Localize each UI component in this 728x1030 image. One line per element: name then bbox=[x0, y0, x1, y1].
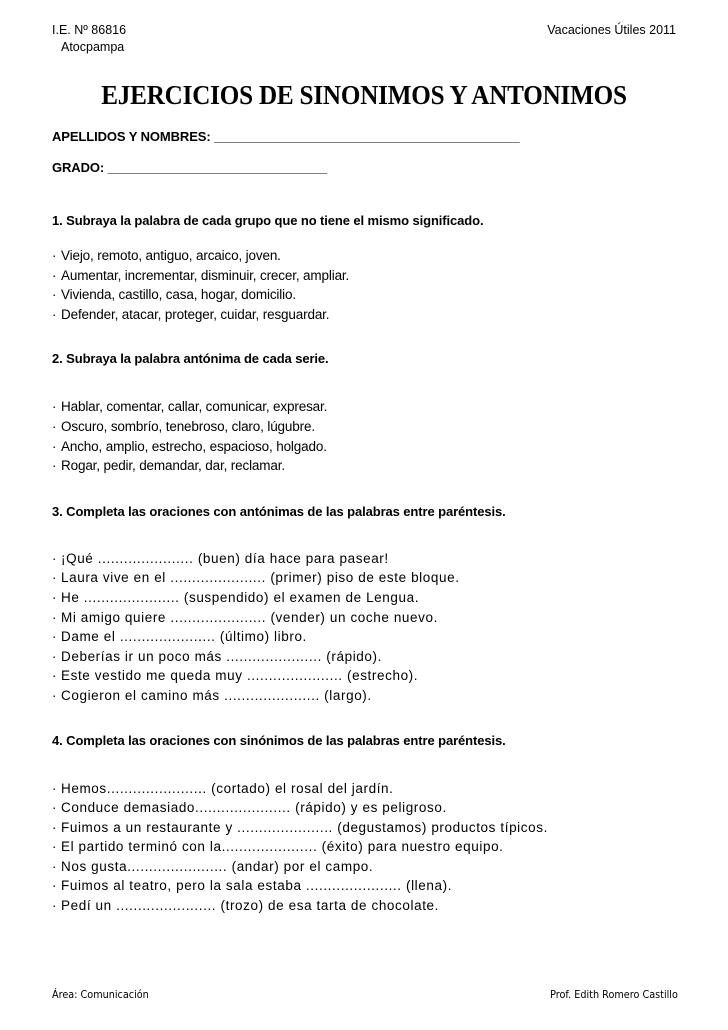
bullet-icon: · bbox=[52, 819, 57, 835]
footer-area: Área: Comunicación bbox=[52, 989, 149, 1001]
fill-in-blank[interactable]: Hemos....................... (cortado) el rosal del jardín. bbox=[61, 780, 394, 796]
grade-field-input[interactable]: _________________________________ bbox=[107, 160, 327, 175]
grade-field-row bbox=[52, 159, 692, 177]
bullet-icon: · bbox=[52, 399, 57, 415]
period-label: Vacaciones Útiles 2011 bbox=[547, 23, 676, 37]
list-item bbox=[52, 857, 692, 877]
list-item bbox=[52, 568, 692, 588]
list-item bbox=[52, 876, 692, 896]
exercise-4 bbox=[52, 732, 692, 916]
list-item-text: Aumentar, incrementar, disminuir, crecer, ampliar. bbox=[61, 267, 350, 283]
exercise-2 bbox=[52, 350, 692, 475]
school-code: I.E. Nº 86816 bbox=[52, 23, 127, 37]
grade-field-label: GRADO: bbox=[52, 160, 105, 175]
list-item bbox=[52, 666, 692, 686]
fill-in-blank[interactable]: Mi amigo quiere ...................... (vender) un coche nuevo. bbox=[61, 609, 438, 625]
fill-in-blank[interactable]: Fuimos a un restaurante y ...................... (degustamos) productos típicos. bbox=[61, 819, 548, 835]
exercise-1-list bbox=[52, 246, 692, 324]
fill-in-blank[interactable]: He ...................... (suspendido) el examen de Lengua. bbox=[61, 589, 420, 605]
bullet-icon: · bbox=[52, 570, 57, 586]
bullet-icon: · bbox=[52, 780, 57, 796]
bullet-icon: · bbox=[52, 858, 57, 874]
document-header bbox=[52, 22, 676, 66]
bullet-icon: · bbox=[52, 898, 57, 914]
fill-in-blank[interactable]: Conduce demasiado...................... (rápido) y es peligroso. bbox=[61, 800, 447, 816]
exercise-3-list bbox=[52, 549, 692, 706]
fill-in-blank[interactable]: Este vestido me queda muy ...................... (estrecho). bbox=[61, 668, 419, 684]
list-item-text: Vivienda, castillo, casa, hogar, domicilio. bbox=[61, 287, 296, 303]
bullet-icon: · bbox=[52, 800, 57, 816]
exercise-4-heading: 4. Completa las oraciones con sinónimos de las palabras entre paréntesis. bbox=[52, 732, 506, 748]
list-item-text: Viejo, remoto, antiguo, arcaico, joven. bbox=[61, 248, 281, 263]
worksheet-body bbox=[52, 128, 692, 916]
exercise-1 bbox=[52, 212, 692, 324]
fill-in-blank[interactable]: ¡Qué ...................... (buen) día hace para pasear! bbox=[61, 550, 389, 566]
name-field-row bbox=[52, 128, 692, 146]
exercise-3 bbox=[52, 503, 692, 706]
name-field-input[interactable]: ______________________________________________ bbox=[214, 129, 520, 144]
list-item bbox=[52, 798, 692, 818]
fill-in-blank[interactable]: El partido terminó con la...................... (éxito) para nuestro equipo. bbox=[61, 839, 504, 855]
bullet-icon: · bbox=[52, 609, 57, 625]
bullet-icon: · bbox=[52, 550, 57, 566]
list-item-text: Rogar, pedir, demandar, dar, reclamar. bbox=[61, 458, 285, 474]
exercise-1-heading: 1. Subraya la palabra de cada grupo que no tiene el mismo significado. bbox=[52, 213, 484, 228]
document-footer bbox=[52, 986, 678, 1004]
fill-in-blank[interactable]: Fuimos al teatro, pero la sala estaba ...................... (llena). bbox=[61, 878, 453, 894]
bullet-icon: · bbox=[52, 648, 57, 664]
list-item bbox=[52, 779, 692, 799]
list-item bbox=[52, 397, 692, 417]
list-item-text: Oscuro, sombrío, tenebroso, claro, lúgubre. bbox=[61, 418, 315, 434]
list-item bbox=[52, 818, 692, 838]
bullet-icon: · bbox=[52, 687, 57, 703]
list-item bbox=[52, 437, 692, 457]
bullet-icon: · bbox=[52, 287, 57, 303]
exercise-2-list bbox=[52, 397, 692, 475]
list-item bbox=[52, 266, 692, 286]
list-item bbox=[52, 305, 692, 325]
list-item bbox=[52, 549, 692, 569]
list-item bbox=[52, 608, 692, 628]
list-item bbox=[52, 627, 692, 647]
fill-in-blank[interactable]: Cogieron el camino más ...................... (largo). bbox=[61, 687, 372, 703]
fill-in-blank[interactable]: Dame el ...................... (último) libro. bbox=[61, 629, 307, 645]
bullet-icon: · bbox=[52, 438, 57, 454]
bullet-icon: · bbox=[52, 458, 57, 474]
exercise-3-heading: 3. Completa las oraciones con antónimas de las palabras entre paréntesis. bbox=[52, 503, 506, 519]
list-item-text: Hablar, comentar, callar, comunicar, expresar. bbox=[61, 399, 328, 415]
list-item bbox=[52, 456, 692, 476]
school-identification bbox=[52, 22, 126, 56]
list-item bbox=[52, 837, 692, 857]
footer-teacher: Prof. Edith Romero Castillo bbox=[550, 989, 678, 1001]
list-item bbox=[52, 246, 692, 266]
bullet-icon: · bbox=[52, 629, 57, 645]
list-item bbox=[52, 588, 692, 608]
school-place: Atocpampa bbox=[61, 40, 125, 54]
fill-in-blank[interactable]: Deberías ir un poco más ...................... (rápido). bbox=[61, 648, 382, 664]
bullet-icon: · bbox=[52, 418, 57, 434]
page-title: EJERCICIOS DE SINONIMOS Y ANTONIMOS bbox=[101, 80, 627, 110]
name-field-label: APELLIDOS Y NOMBRES: bbox=[52, 129, 211, 144]
exercise-4-list bbox=[52, 779, 692, 916]
bullet-icon: · bbox=[52, 878, 57, 894]
bullet-icon: · bbox=[52, 248, 57, 263]
bullet-icon: · bbox=[52, 589, 57, 605]
list-item-text: Ancho, amplio, estrecho, espacioso, holgado. bbox=[61, 438, 327, 454]
list-item bbox=[52, 896, 692, 916]
fill-in-blank[interactable]: Nos gusta....................... (andar) por el campo. bbox=[61, 858, 374, 874]
bullet-icon: · bbox=[52, 668, 57, 684]
fill-in-blank[interactable]: Pedí un ....................... (trozo) de esa tarta de chocolate. bbox=[61, 898, 440, 914]
fill-in-blank[interactable]: Laura vive en el ...................... (primer) piso de este bloque. bbox=[61, 570, 460, 586]
bullet-icon: · bbox=[52, 839, 57, 855]
list-item bbox=[52, 686, 692, 706]
bullet-icon: · bbox=[52, 267, 57, 283]
bullet-icon: · bbox=[52, 306, 57, 322]
list-item bbox=[52, 417, 692, 437]
list-item bbox=[52, 647, 692, 667]
exercise-2-heading: 2. Subraya la palabra antónima de cada serie. bbox=[52, 351, 329, 367]
list-item bbox=[52, 285, 692, 305]
list-item-text: Defender, atacar, proteger, cuidar, resguardar. bbox=[61, 306, 330, 322]
